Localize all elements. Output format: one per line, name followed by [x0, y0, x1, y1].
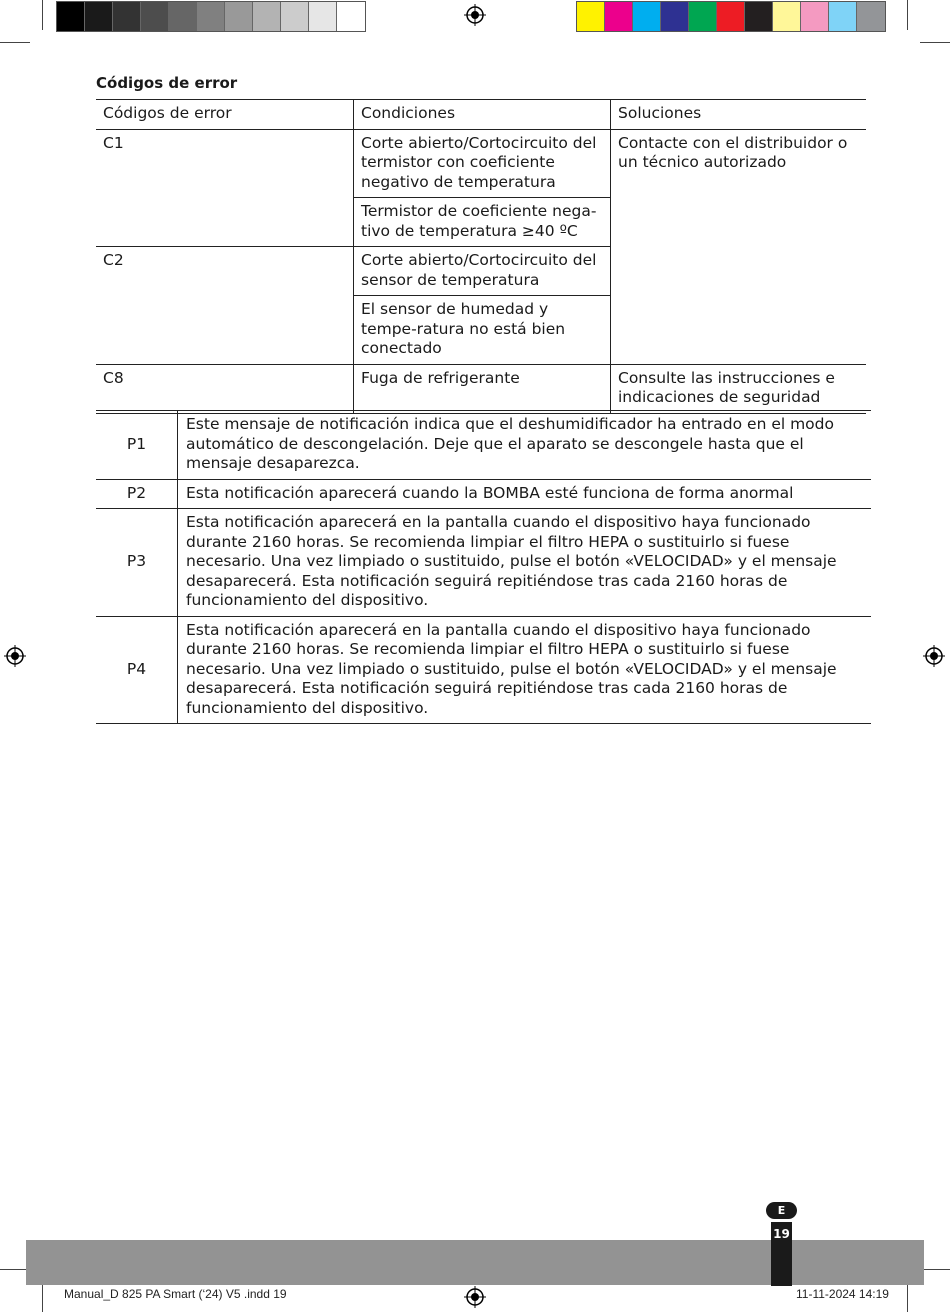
error-code: C8 [96, 364, 354, 413]
table-row [96, 509, 871, 617]
color-swatch [801, 2, 829, 31]
error-solution: Contacte con el distribuidor o un técnico autorizado [611, 129, 867, 364]
error-code: C2 [96, 247, 354, 365]
table-row [96, 616, 871, 724]
registration-mark-icon [4, 645, 26, 667]
color-swatch [85, 2, 113, 31]
error-condition: Corte abierto/Cortocircuito del sensor de temperatura [354, 247, 611, 296]
notification-text: Esta notificación aparecerá en la pantalla cuando el dispositivo haya funcionado durante 2160 horas. Se recomienda limpiar el filtro HEPA o sustituirlo si fuese necesario. Una vez limpiado o sustituido, pulse el botón «VELOCIDAD» y el mensaje desaparecerá. Esta notificación seguirá repitiéndose tras cada 2160 horas de funcionamiento del dispositivo. [178, 509, 872, 617]
color-swatch [113, 2, 141, 31]
color-swatch [281, 2, 309, 31]
color-swatch [773, 2, 801, 31]
notification-code: P2 [96, 479, 178, 509]
color-swatch [57, 2, 85, 31]
color-bar [576, 1, 886, 32]
crop-mark [907, 0, 908, 30]
crop-mark [920, 42, 950, 43]
color-swatch [197, 2, 225, 31]
header-codes: Códigos de error [96, 100, 354, 130]
error-condition: Corte abierto/Cortocircuito del termistor con coeficiente negativo de temperatura [354, 129, 611, 198]
notification-code: P1 [96, 411, 178, 480]
table-row [96, 479, 871, 509]
crop-mark [42, 0, 43, 30]
notification-text: Este mensaje de notificación indica que el deshumidificador ha entrado en el modo automático de descongelación. Deje que el aparato se descongele hasta que el mensaje desaparezca. [178, 411, 872, 480]
error-solution: Consulte las instrucciones e indicaciones de seguridad [611, 364, 867, 413]
error-condition: El sensor de humedad y tempe-ratura no está bien conectado [354, 296, 611, 365]
color-swatch [717, 2, 745, 31]
crop-mark [920, 1269, 950, 1270]
error-condition: Termistor de coeficiente nega-tivo de temperatura ≥40 ºC [354, 198, 611, 247]
error-codes-table [96, 99, 866, 414]
color-swatch [829, 2, 857, 31]
notification-text: Esta notificación aparecerá cuando la BOMBA esté funciona de forma anormal [178, 479, 872, 509]
crop-mark [0, 42, 30, 43]
crop-mark [42, 1282, 43, 1312]
table-row [96, 364, 866, 413]
notification-codes-table [96, 410, 871, 724]
error-condition: Fuga de refrigerante [354, 364, 611, 413]
color-swatch [225, 2, 253, 31]
registration-mark-icon [464, 1286, 486, 1308]
color-swatch [857, 2, 885, 31]
section-title: Códigos de error [96, 74, 238, 92]
header-conditions: Condiciones [354, 100, 611, 130]
language-badge: E [766, 1202, 797, 1219]
page-number: 19 [771, 1222, 792, 1286]
color-swatch [745, 2, 773, 31]
date-slug: 11-11-2024 14:19 [796, 1287, 889, 1301]
notification-text: Esta notificación aparecerá en la pantalla cuando el dispositivo haya funcionado durante 2160 horas. Se recomienda limpiar el filtro HEPA o sustituirlo si fuese necesario. Una vez limpiado o sustituido, pulse el botón «VELOCIDAD» y el mensaje desaparecerá. Esta notificación seguirá repitiéndose tras cada 2160 horas de funcionamiento del dispositivo. [178, 616, 872, 724]
color-swatch [337, 2, 365, 31]
color-swatch [633, 2, 661, 31]
crop-mark [907, 1282, 908, 1312]
color-swatch [309, 2, 337, 31]
file-slug: Manual_D 825 PA Smart (‘24) V5 .indd 19 [64, 1287, 287, 1301]
color-swatch [253, 2, 281, 31]
color-swatch [141, 2, 169, 31]
notification-code: P3 [96, 509, 178, 617]
table-header-row [96, 100, 866, 130]
grayscale-bar [56, 1, 366, 32]
table-row [96, 411, 871, 480]
color-swatch [661, 2, 689, 31]
registration-mark-icon [464, 4, 486, 26]
notification-code: P4 [96, 616, 178, 724]
color-swatch [577, 2, 605, 31]
color-swatch [169, 2, 197, 31]
color-swatch [605, 2, 633, 31]
error-code: C1 [96, 129, 354, 247]
header-solutions: Soluciones [611, 100, 867, 130]
registration-mark-icon [923, 645, 945, 667]
table-row [96, 129, 866, 198]
color-swatch [689, 2, 717, 31]
